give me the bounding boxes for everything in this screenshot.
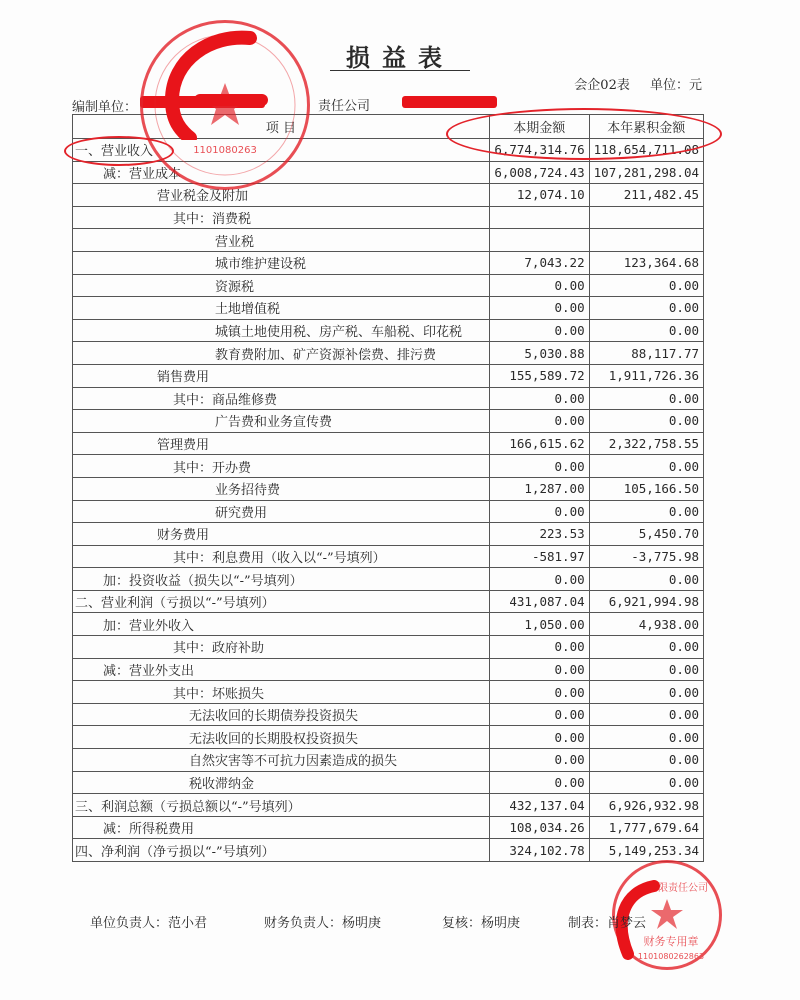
table-row (73, 206, 704, 229)
currency-unit: 单位：元 (649, 78, 702, 93)
unit-label: 编制单位： (72, 100, 138, 115)
table-row (73, 703, 704, 726)
row-current-amount: 155,589.72 (489, 364, 589, 387)
row-ytd-amount: 123,364.68 (589, 251, 703, 274)
row-current-amount (489, 206, 589, 229)
row-ytd-amount: 0.00 (589, 636, 703, 659)
company-seal-code: 1101080263 (193, 145, 257, 156)
table-row (73, 455, 704, 478)
row-current-amount: 1,287.00 (489, 477, 589, 500)
table-row (73, 794, 704, 817)
row-current-amount: 1,050.00 (489, 613, 589, 636)
row-current-amount: 0.00 (489, 726, 589, 749)
table-row (73, 500, 704, 523)
table-row (73, 658, 704, 681)
reviewer-signature: 复核：杨明庚 (442, 916, 521, 931)
row-current-amount: 0.00 (489, 771, 589, 794)
row-current-amount: 0.00 (489, 568, 589, 591)
table-row (73, 590, 704, 613)
preparer-signature: 制表：肖梦云 (568, 916, 647, 931)
row-ytd-amount: 0.00 (589, 703, 703, 726)
row-label: 城镇土地使用税、房产税、车船税、印花税 (73, 319, 490, 342)
row-ytd-amount: 2,322,758.55 (589, 432, 703, 455)
table-row (73, 613, 704, 636)
row-label: 无法收回的长期股权投资损失 (73, 726, 490, 749)
row-ytd-amount: 1,777,679.64 (589, 816, 703, 839)
table-body (73, 139, 704, 862)
row-current-amount: 5,030.88 (489, 342, 589, 365)
row-label: 土地增值税 (73, 297, 490, 320)
row-current-amount: 432,137.04 (489, 794, 589, 817)
row-current-amount: 0.00 (489, 319, 589, 342)
row-current-amount: 431,087.04 (489, 590, 589, 613)
row-label: 一、营业收入 (73, 139, 490, 162)
table-row (73, 432, 704, 455)
row-current-amount: 7,043.22 (489, 251, 589, 274)
table-row (73, 636, 704, 659)
row-label: 其中：开办费 (73, 455, 490, 478)
row-label: 管理费用 (73, 432, 490, 455)
table-row (73, 749, 704, 772)
row-current-amount: 0.00 (489, 297, 589, 320)
table-row (73, 274, 704, 297)
table-row (73, 184, 704, 207)
table-row (73, 364, 704, 387)
row-ytd-amount: 118,654,711.08 (589, 139, 703, 162)
row-ytd-amount: 105,166.50 (589, 477, 703, 500)
redaction-bar (402, 96, 497, 108)
row-ytd-amount: 5,149,253.34 (589, 839, 703, 862)
row-ytd-amount (589, 206, 703, 229)
row-current-amount: 0.00 (489, 703, 589, 726)
table-row (73, 229, 704, 252)
unit-head-signature: 单位负责人：范小君 (90, 916, 208, 931)
table-row (73, 681, 704, 704)
row-current-amount: 0.00 (489, 274, 589, 297)
table-row (73, 816, 704, 839)
row-ytd-amount: 211,482.45 (589, 184, 703, 207)
row-current-amount: 0.00 (489, 636, 589, 659)
finance-seal-top: 限责任公司 (658, 883, 708, 894)
column-header-item: 项 目 (73, 115, 490, 139)
row-label: 减：所得税费用 (73, 816, 490, 839)
finance-seal-text: 财务专用章 (643, 935, 699, 948)
income-statement-table (72, 114, 704, 862)
row-current-amount: 166,615.62 (489, 432, 589, 455)
row-label: 减：营业外支出 (73, 658, 490, 681)
row-label: 无法收回的长期债券投资损失 (73, 703, 490, 726)
row-current-amount: 0.00 (489, 658, 589, 681)
finance-head-signature: 财务负责人：杨明庚 (264, 916, 382, 931)
row-current-amount: -581.97 (489, 545, 589, 568)
table-row (73, 523, 704, 546)
row-label: 资源税 (73, 274, 490, 297)
row-ytd-amount: 0.00 (589, 319, 703, 342)
hand-drawn-circle (446, 108, 722, 160)
row-current-amount: 0.00 (489, 387, 589, 410)
row-label: 其中：利息费用（收入以“-”号填列） (73, 545, 490, 568)
table-row (73, 771, 704, 794)
finance-seal-code: 1101080262863 (637, 952, 705, 961)
table-row (73, 342, 704, 365)
row-ytd-amount: 6,926,932.98 (589, 794, 703, 817)
row-current-amount: 108,034.26 (489, 816, 589, 839)
row-ytd-amount: 0.00 (589, 749, 703, 772)
row-label: 其中：政府补助 (73, 636, 490, 659)
table-row (73, 251, 704, 274)
row-label: 城市维护建设税 (73, 251, 490, 274)
row-ytd-amount: 0.00 (589, 681, 703, 704)
row-label: 研究费用 (73, 500, 490, 523)
unit-name-tail: 责任公司 (318, 99, 371, 114)
form-code: 会企02表 (574, 78, 630, 93)
row-ytd-amount: 0.00 (589, 455, 703, 478)
column-header-ytd: 本年累积金额 (589, 115, 703, 139)
table-row (73, 568, 704, 591)
row-ytd-amount: 6,921,994.98 (589, 590, 703, 613)
row-ytd-amount: 4,938.00 (589, 613, 703, 636)
table-row (73, 387, 704, 410)
column-header-current: 本期金额 (489, 115, 589, 139)
row-label: 财务费用 (73, 523, 490, 546)
row-label: 营业税金及附加 (73, 184, 490, 207)
row-ytd-amount: 0.00 (589, 568, 703, 591)
row-label: 二、营业利润（亏损以“-”号填列） (73, 590, 490, 613)
row-ytd-amount: 5,450.70 (589, 523, 703, 546)
row-ytd-amount: 107,281,298.04 (589, 161, 703, 184)
table-row (73, 410, 704, 433)
row-ytd-amount: 1,911,726.36 (589, 364, 703, 387)
row-current-amount: 0.00 (489, 410, 589, 433)
row-ytd-amount: 88,117.77 (589, 342, 703, 365)
row-label: 教育费附加、矿产资源补偿费、排污费 (73, 342, 490, 365)
row-label: 营业税 (73, 229, 490, 252)
row-ytd-amount: 0.00 (589, 658, 703, 681)
table-row (73, 545, 704, 568)
row-ytd-amount: 0.00 (589, 726, 703, 749)
row-current-amount: 223.53 (489, 523, 589, 546)
row-current-amount: 324,102.78 (489, 839, 589, 862)
row-current-amount: 12,074.10 (489, 184, 589, 207)
row-label: 其中：消费税 (73, 206, 490, 229)
row-current-amount: 0.00 (489, 681, 589, 704)
form-meta (558, 74, 702, 93)
table-row (73, 839, 704, 862)
row-label: 销售费用 (73, 364, 490, 387)
row-label: 税收滞纳金 (73, 771, 490, 794)
row-label: 加：投资收益（损失以“-”号填列） (73, 568, 490, 591)
title-underline (330, 70, 470, 71)
red-scribble (150, 30, 270, 140)
row-ytd-amount: 0.00 (589, 297, 703, 320)
row-label: 其中：坏账损失 (73, 681, 490, 704)
table-row (73, 319, 704, 342)
row-label: 减：营业成本 (73, 161, 490, 184)
row-current-amount: 0.00 (489, 500, 589, 523)
row-current-amount: 0.00 (489, 455, 589, 478)
table-row (73, 477, 704, 500)
row-current-amount: 0.00 (489, 749, 589, 772)
page-title: 损益表 (346, 43, 454, 72)
row-current-amount (489, 229, 589, 252)
row-label: 其中：商品维修费 (73, 387, 490, 410)
row-label: 业务招待费 (73, 477, 490, 500)
row-label: 四、净利润（净亏损以“-”号填列） (73, 839, 490, 862)
row-current-amount: 6,774,314.76 (489, 139, 589, 162)
row-ytd-amount: 0.00 (589, 387, 703, 410)
row-current-amount: 6,008,724.43 (489, 161, 589, 184)
table-row (73, 726, 704, 749)
row-label: 加：营业外收入 (73, 613, 490, 636)
row-ytd-amount: 0.00 (589, 500, 703, 523)
table-row (73, 297, 704, 320)
row-label: 广告费和业务宣传费 (73, 410, 490, 433)
row-ytd-amount: -3,775.98 (589, 545, 703, 568)
row-ytd-amount: 0.00 (589, 771, 703, 794)
row-label: 三、利润总额（亏损总额以“-”号填列） (73, 794, 490, 817)
row-ytd-amount (589, 229, 703, 252)
row-label: 自然灾害等不可抗力因素造成的损失 (73, 749, 490, 772)
row-ytd-amount: 0.00 (589, 274, 703, 297)
row-ytd-amount: 0.00 (589, 410, 703, 433)
